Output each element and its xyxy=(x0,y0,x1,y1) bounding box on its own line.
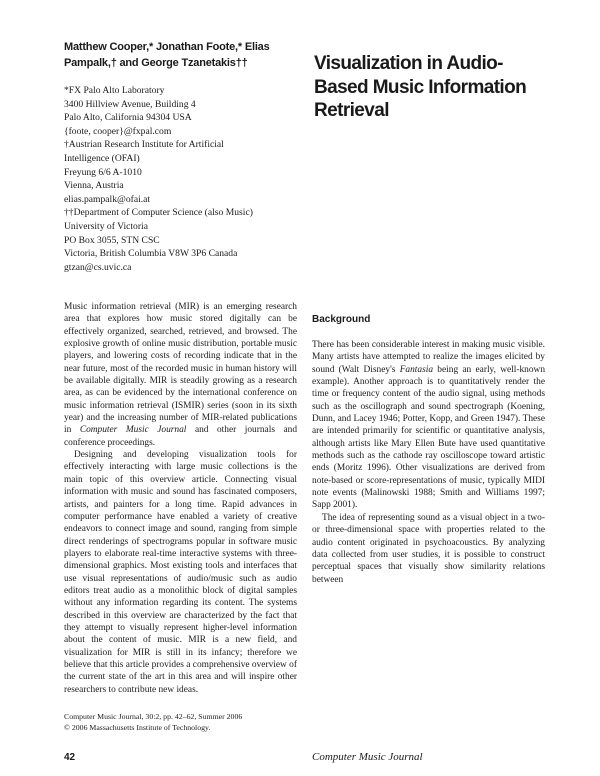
affiliation-line: Freyung 6/6 A-1010 xyxy=(64,166,142,178)
affiliation-line: *FX Palo Alto Laboratory xyxy=(64,85,165,96)
affiliation-line: Victoria, British Columbia V8W 3P6 Canada xyxy=(64,248,238,260)
journal-name-italic: Computer Music Journal xyxy=(79,425,187,436)
affiliation-line: ††Department of Computer Science (also Music) xyxy=(64,207,253,219)
paragraph-intro: Music information retrieval (MIR) is an emerging research area that explores how music stored digitally can be effectively organized, searched, retrieved, and browsed. The explosive growth of online music distribution, portable music players, and lowering costs of recording indicate that in the near future, most of the recorded music in human history will be available digitally. MIR is steadily growing as a research area, as can be evidenced by the international conference on music information retrieval (ISMIR) series (soon in its sixth year) and the increasing number of MIR-related publications in Computer Music Journal and other journals and conference proceedings. xyxy=(64,302,298,448)
affiliation-line: University of Victoria xyxy=(64,220,148,232)
affiliation-line: Palo Alto, California 94304 USA xyxy=(64,112,192,124)
affiliation-line: Intelligence (OFAI) xyxy=(64,152,140,164)
film-title-italic: Fantasia xyxy=(399,364,434,375)
affiliation-email: {foote, cooper}@fxpal.com xyxy=(64,125,172,137)
running-footer-journal: Computer Music Journal xyxy=(312,751,423,763)
affiliation-line: PO Box 3055, STN CSC xyxy=(64,234,160,246)
affiliation-line: †Austrian Research Institute for Artificial xyxy=(64,139,224,151)
paragraph-background: There has been considerable interest in making music visible. Many artists have attempted to realize the images elicited by sound (Walt Disney's Fantasia being an early, well-known example). Another approach is to quantitatively render the time or frequency content of the audio signal, using methods such as the oscillograph and sound spectrograph (Koening, Dunn, and Lacey 1946; Potter, Kopp, and Green 1947). These are intended primarily for scientific or quantitative analysis, although artists like Mary Ellen Bute have used quantitative methods such as the cathode ray oscilloscope toward artistic ends (Moritz 1996). Other visualizations are derived from note-based or score-representations of music, typically MIDI note events (Malinowski 1988; Smith and Williams 1997; Sapp 2001). xyxy=(312,340,546,511)
page-number: 42 xyxy=(64,752,76,763)
section-heading-background: Background xyxy=(312,314,371,325)
copyright-line: © 2006 Massachusetts Institute of Technology. xyxy=(64,722,211,732)
paragraph-visualization: Designing and developing visualization tools for effectively interacting with large music collections is the main topic of this overview article. Connecting visual information with music and sound has fascinated composers, artists, and painters for a long time. Rapid advances in computer performance have enabled a variety of creative endeavors to connect image and sound, ranging from simple direct renderings of spectrograms popular in software music players to elaborate real-time interactive systems with three-dimensional graphics. Most existing tools and interfaces that use visual representations of audio/music such as audio editors treat audio as a monolithic block of digital samples without any information regarding its content. The systems described in this overview are characterized by the fact that they attempt to visually represent higher-level information about the content of music. MIR is a new field, and visualization for MIR is still in its infancy; therefore we believe that this article provides a comprehensive overview of the current state of the art in this area and will inspire other researchers to contribute new ideas. xyxy=(64,450,297,695)
title-line-1: Visualization in Audio- xyxy=(314,53,503,74)
paragraph-psychoacoustics: The idea of representing sound as a visual object in a two- or three-dimensional space with properties related to the audio content originated in psychoacoustics. By analyzing data collected from user studies, it is possible to construct perceptual spaces that visually show similarity relations between xyxy=(312,512,545,585)
author-list xyxy=(64,40,296,71)
affiliation-line: 3400 Hillview Avenue, Building 4 xyxy=(64,98,196,110)
affiliation-line: Vienna, Austria xyxy=(64,180,124,192)
body-column-right xyxy=(312,301,545,586)
title-line-2: Based Music Information xyxy=(314,76,527,98)
article-title xyxy=(314,52,554,123)
author-line-1: Matthew Cooper,* Jonathan Foote,* Elias xyxy=(64,41,270,53)
citation-line: Computer Music Journal, 30:2, pp. 42–62, Summer 2006 xyxy=(64,712,243,721)
affiliation-email: elias.pampalk@ofai.at xyxy=(64,193,151,205)
title-line-3: Retrieval xyxy=(314,100,389,121)
body-column-left xyxy=(64,301,297,696)
author-line-2: Pampalk,† and George Tzanetakis†† xyxy=(64,56,248,69)
affiliations xyxy=(64,84,304,274)
citation-footnote xyxy=(64,712,304,733)
affiliation-email: gtzan@cs.uvic.ca xyxy=(64,261,132,273)
